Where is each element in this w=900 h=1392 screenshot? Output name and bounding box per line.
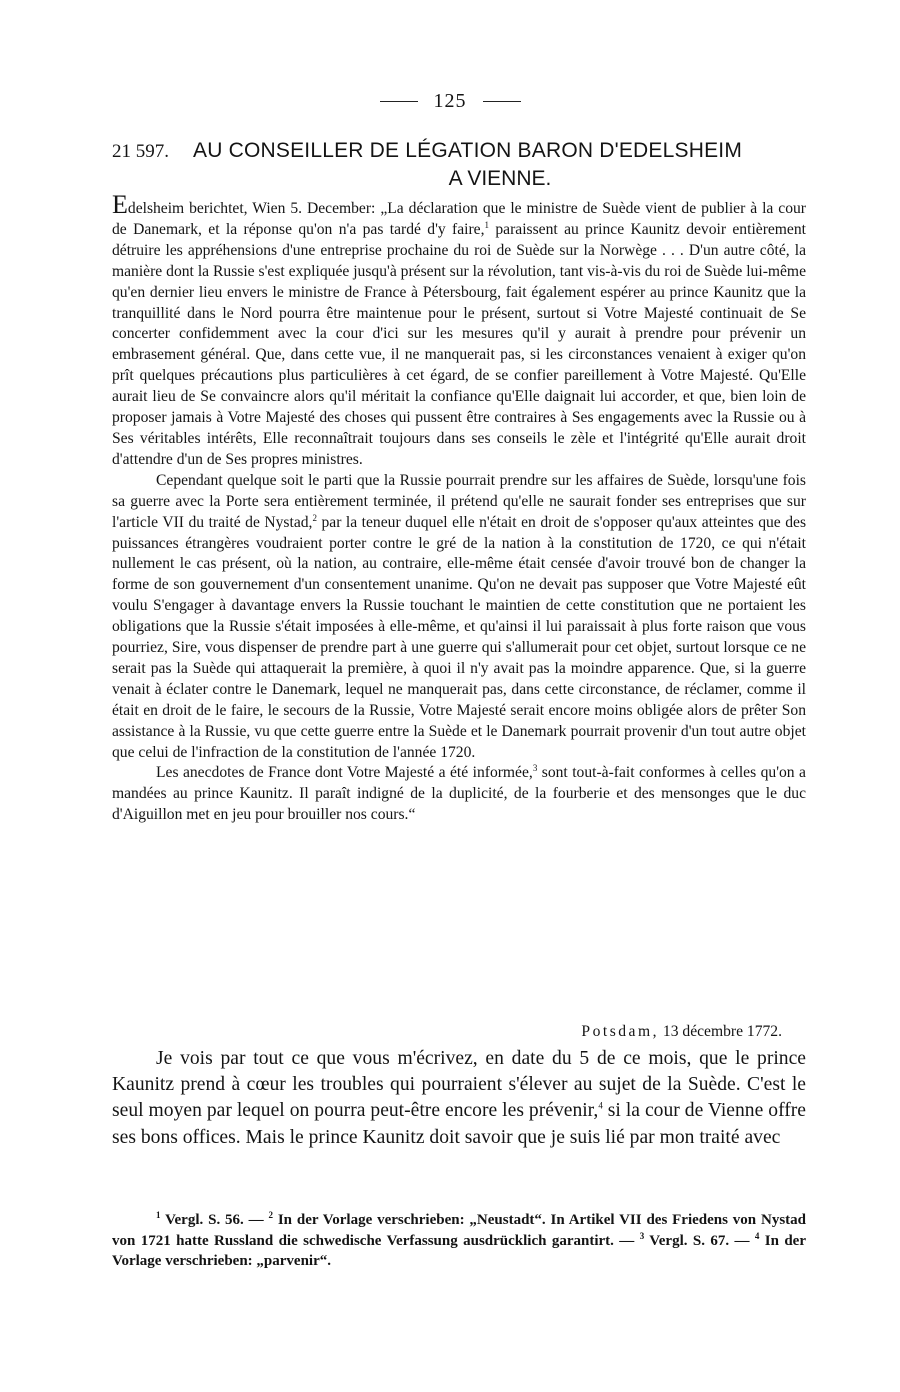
document-title-line2: A VIENNE. bbox=[448, 167, 552, 190]
report-body bbox=[112, 190, 807, 826]
footnotes bbox=[112, 1210, 806, 1272]
document-number: 21 597. bbox=[112, 141, 169, 162]
report-text: sont tout-à-fait conformes à celles qu'on a mandées au prince Kaunitz. Il paraît indigné de la duplicité, de la fourberie et des mensonges que le duc d'Aiguillon met en jeu pour brouiller nos cours.“ bbox=[112, 764, 806, 824]
letter-text: si la cour de Vienne offre ses bons offices. Mais le prince Kaunitz doit savoir que je suis lié par mon traité avec bbox=[112, 1100, 806, 1148]
report-text: delsheim berichtet, Wien 5. December: „La déclaration que le ministre de Suède vient de publier à la cour de Danemark, et la réponse qu'on n'a pas tardé d'y faire, bbox=[112, 200, 806, 238]
letter-body bbox=[112, 1046, 806, 1151]
footnote-marker: 4 bbox=[754, 1230, 760, 1241]
document-heading bbox=[112, 137, 808, 192]
report-text: paraissent au prince Kaunitz devoir entièrement détruire les appréhensions d'une entreprise prochaine du roi de Suède sur la Norwège . . . D'un autre côté, la manière dont la Russie s'est expliquée jusqu'à présent sur la révolution, tant vis-à-vis du roi de Suède lui-même qu'en dernier lieu envers le ministre de France à Pétersbourg, fait également espérer au prince Kaunitz que la tranquillité dans le Nord pourra être maintenue pour le présent, surtout si Votre Majesté continuait de Se concerter confidemment avec la cour d'ici sur les mesures qu'il y aurait à prendre pour prévenir un embrasement général. Que, dans cette vue, il ne manquerait pas, si les circonstances venaient à exiger qu'on prît quelques précautions plus particulières à cet égard, de se confier pareillement à Votre Majesté. Qu'Elle aurait lieu de Se convaincre alors qu'il méritait la confiance qu'Elle daignait lui accorder, et que, bien loin de proposer jamais à Votre Majesté des choses qui pussent être contraires à Ses engagements avec la Russie ou à Ses véritables intérêts, Elle reconnaîtrait toujours dans ses conseils le zèle et l'intégrité qu'Elle aurait droit d'attendre d'un de Ses propres ministres. bbox=[112, 220, 806, 468]
footnote-paragraph bbox=[112, 1210, 806, 1272]
document-title: AU CONSEILLER DE LÉGATION BARON D'EDELSHEIM bbox=[193, 139, 743, 162]
dateline-city: Potsdam, bbox=[581, 1023, 660, 1040]
page-header bbox=[0, 86, 900, 116]
footnote-marker: 1 bbox=[484, 219, 489, 230]
footnote-marker: 1 bbox=[156, 1210, 161, 1220]
report-paragraph bbox=[112, 471, 806, 764]
dateline-date: 13 décembre 1772. bbox=[662, 1023, 782, 1040]
footnote-text: In der Vorlage verschrieben: „Neustadt“. In Artikel VII des Friedens von Nystad von 1721 hatte Russland die schwedische Verfassung ausdrücklich garantirt. — bbox=[112, 1212, 806, 1249]
footnote-text: Vergl. S. 56. — bbox=[160, 1212, 269, 1228]
report-text: par la teneur duquel elle n'était en droit de s'opposer qu'aux atteintes que des puissances étrangères voudraient porter contre le gré de la nation à la constitution de 1720, ce qui n'était nullement le cas présent, où la nation, au contraire, elle-même était censée d'avoir trouvé bon de changer la forme de son gouvernement d'un consentement unanime. Qu'on ne devait pas supposer que Votre Majesté eût voulu S'engager à davantage envers la Russie touchant le maintien de cette constitution que ne portaient les obligations que la Russie s'était imposées à elle-même, et qu'ainsi il lui paraissait à plus forte raison que vous pourriez, Sire, vous dispenser de prendre part à une guerre qui s'allumerait pour cet objet, surtout lorsque ce ne serait pas la Suède qui attaquerait la première, à quoi il n'y avait pas la moindre apparence. Que, si la guerre venait à éclater contre le Danemark, lequel ne manquerait pas, dans cette circonstance, de réclamer, comme il était en droit de le faire, le secours de la Russie, Votre Majesté serait encore moins obligée alors de prêter Son assistance à la Russie, vu que cette guerre entre la Suède et le Danemark pourrait provenir d'un tout autre objet que celui de l'infraction de la constitution de l'année 1720. bbox=[112, 513, 807, 761]
letter-text: Je vois par tout ce que vous m'écrivez, en date du 5 de ce mois, que le prince Kaunitz prend à cœur les troubles qui pourraient s'élever au sujet de la Suède. C'est le seul moyen par lequel on pourra peut-être encore les prévenir, bbox=[112, 1048, 806, 1122]
footnote-marker: 3 bbox=[639, 1230, 645, 1241]
letter-paragraph bbox=[112, 1046, 806, 1151]
footnote-marker: 3 bbox=[532, 763, 538, 774]
report-text: Cependant quelque soit le parti que la Russie pourrait prendre sur les affaires de Suède, lorsqu'une fois sa guerre avec la Porte sera entièrement terminée, il prétend qu'elle ne saurait fonder ses entreprises que sur l'article VII du traité de Nystad, bbox=[112, 471, 806, 531]
dateline bbox=[520, 1022, 782, 1042]
footnote-marker: 4 bbox=[598, 1100, 603, 1111]
footnote-marker: 2 bbox=[312, 512, 317, 523]
footnote-text: In der Vorlage verschrieben: „parvenir“. bbox=[112, 1232, 807, 1270]
footnote-marker: 2 bbox=[268, 1210, 273, 1220]
initial-letter: E bbox=[112, 190, 128, 219]
report-paragraph bbox=[112, 190, 806, 471]
header-rule-right bbox=[483, 101, 521, 102]
footnote-text: Vergl. S. 67. — bbox=[644, 1232, 755, 1249]
header-rule-left bbox=[380, 101, 418, 102]
page-number: 125 bbox=[433, 89, 467, 112]
report-paragraph bbox=[112, 763, 806, 826]
report-text: Les anecdotes de France dont Votre Majesté a été informée, bbox=[156, 764, 533, 782]
